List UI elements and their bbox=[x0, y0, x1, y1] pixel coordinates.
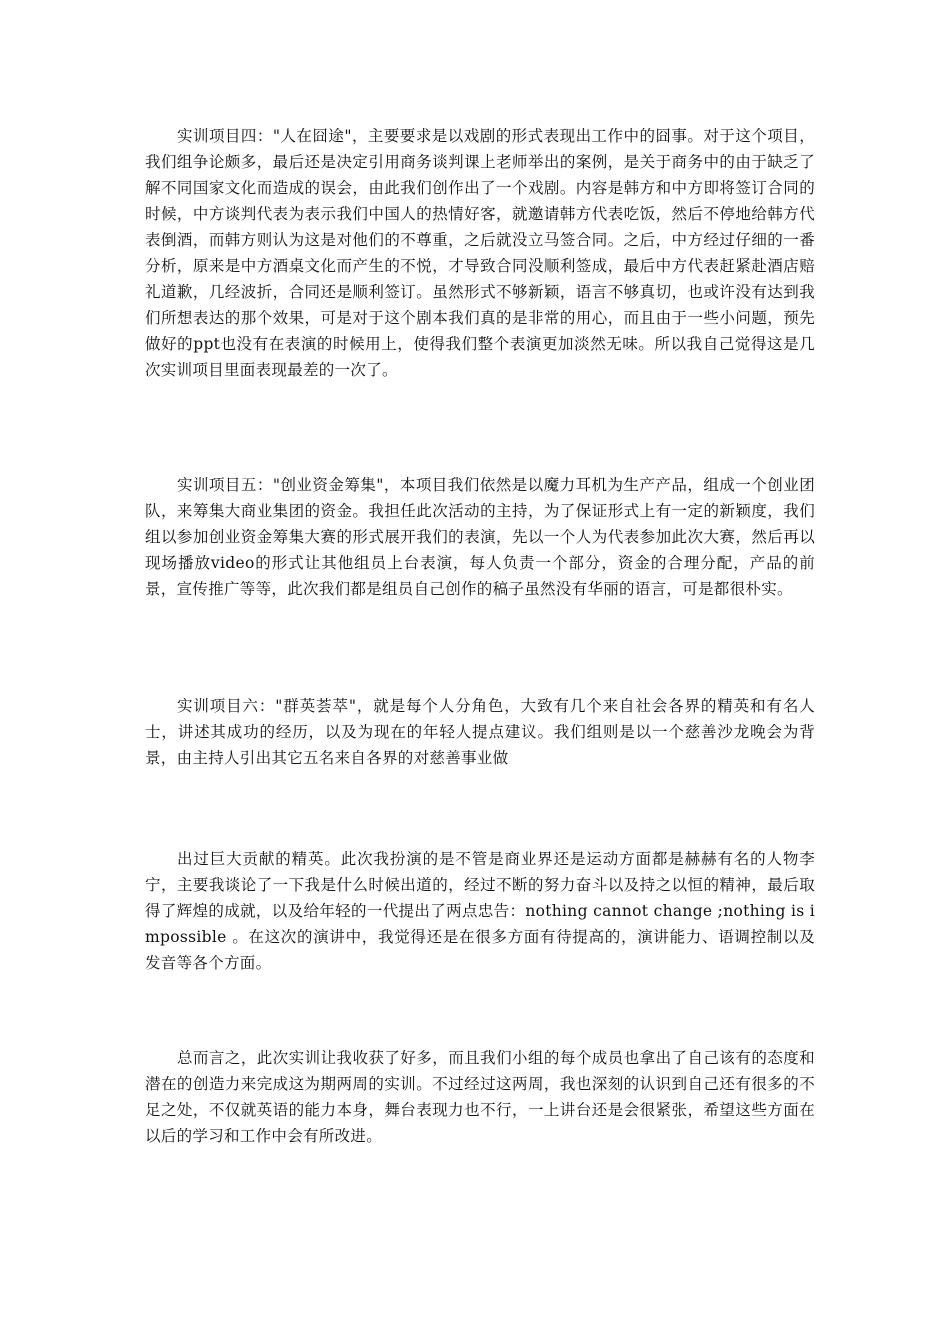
paragraph-project-five: 实训项目五："创业资金筹集"，本项目我们依然是以魔力耳机为生产产品，组成一个创业团队，来筹集大商业集团的资金。我担任此次活动的主持，为了保证形式上有一定的新颖度，我们组以参加创业资金筹集大赛的形式展开我们的表演，先以一个人为代表参加此次大赛，然后再以现场播放video的形式让其他组员上台表演，每人负责一个部分，资金的合理分配，产品的前景，宣传推广等等，此次我们都是组员自己创作的稿子虽然没有华丽的语言，可是都很朴实。 bbox=[145, 476, 815, 598]
paragraph-conclusion: 总而言之，此次实训让我收获了好多，而且我们小组的每个成员也拿出了自己该有的态度和潜在的创造力来完成这为期两周的实训。不过经过这两周，我也深刻的认识到自己还有很多的不足之处，不仅就英语的能力本身，舞台表现力也不行，一上讲台还是会很紧张，希望这些方面在以后的学习和工作中会有所改进。 bbox=[145, 1049, 815, 1145]
paragraph-project-six-continued: 出过巨大贡献的精英。此次我扮演的是不管是商业界还是运动方面都是赫赫有名的人物李宁，主要我谈论了一下我是什么时候出道的，经过不断的努力奋斗以及持之以恒的精神，最后取得了辉煌的成就，以及给年轻的一代提出了两点忠告：nothing cannot change ;nothing is impossible 。在这次的演讲中，我觉得还是在很多方面有待提高的，演讲能力、语调控制以及发音等各个方面。 bbox=[145, 850, 815, 972]
paragraph-project-six: 实训项目六："群英荟萃"，就是每个人分角色，大致有几个来自社会各界的精英和有名人士，讲述其成功的经历，以及为现在的年轻人提点建议。我们组则是以一个慈善沙龙晚会为背景，由主持人引出其它五名来自各界的对慈善事业做 bbox=[145, 697, 815, 767]
paragraph-project-four: 实训项目四："人在囧途"，主要要求是以戏剧的形式表现出工作中的囧事。对于这个项目，我们组争论颇多，最后还是决定引用商务谈判课上老师举出的案例，是关于商务中的由于缺乏了解不同国家文化而造成的误会，由此我们创作出了一个戏剧。内容是韩方和中方即将签订合同的时候，中方谈判代表为表示我们中国人的热情好客，就邀请韩方代表吃饭，然后不停地给韩方代表倒酒，而韩方则认为这是对他们的不尊重，之后就没立马签合同。之后，中方经过仔细的一番分析，原来是中方酒桌文化而产生的不悦，才导致合同没顺利签成，最后中方代表赶紧赴酒店赔礼道歉，几经波折，合同还是顺利签订。虽然形式不够新颖，语言不够真切，也或许没有达到我们所想表达的那个效果，可是对于这个剧本我们真的是非常的用心，而且由于一些小问题，预先做好的ppt也没有在表演的时候用上，使得我们整个表演更加淡然无味。所以我自己觉得这是几次实训项目里面表现最差的一次了。 bbox=[145, 127, 815, 379]
